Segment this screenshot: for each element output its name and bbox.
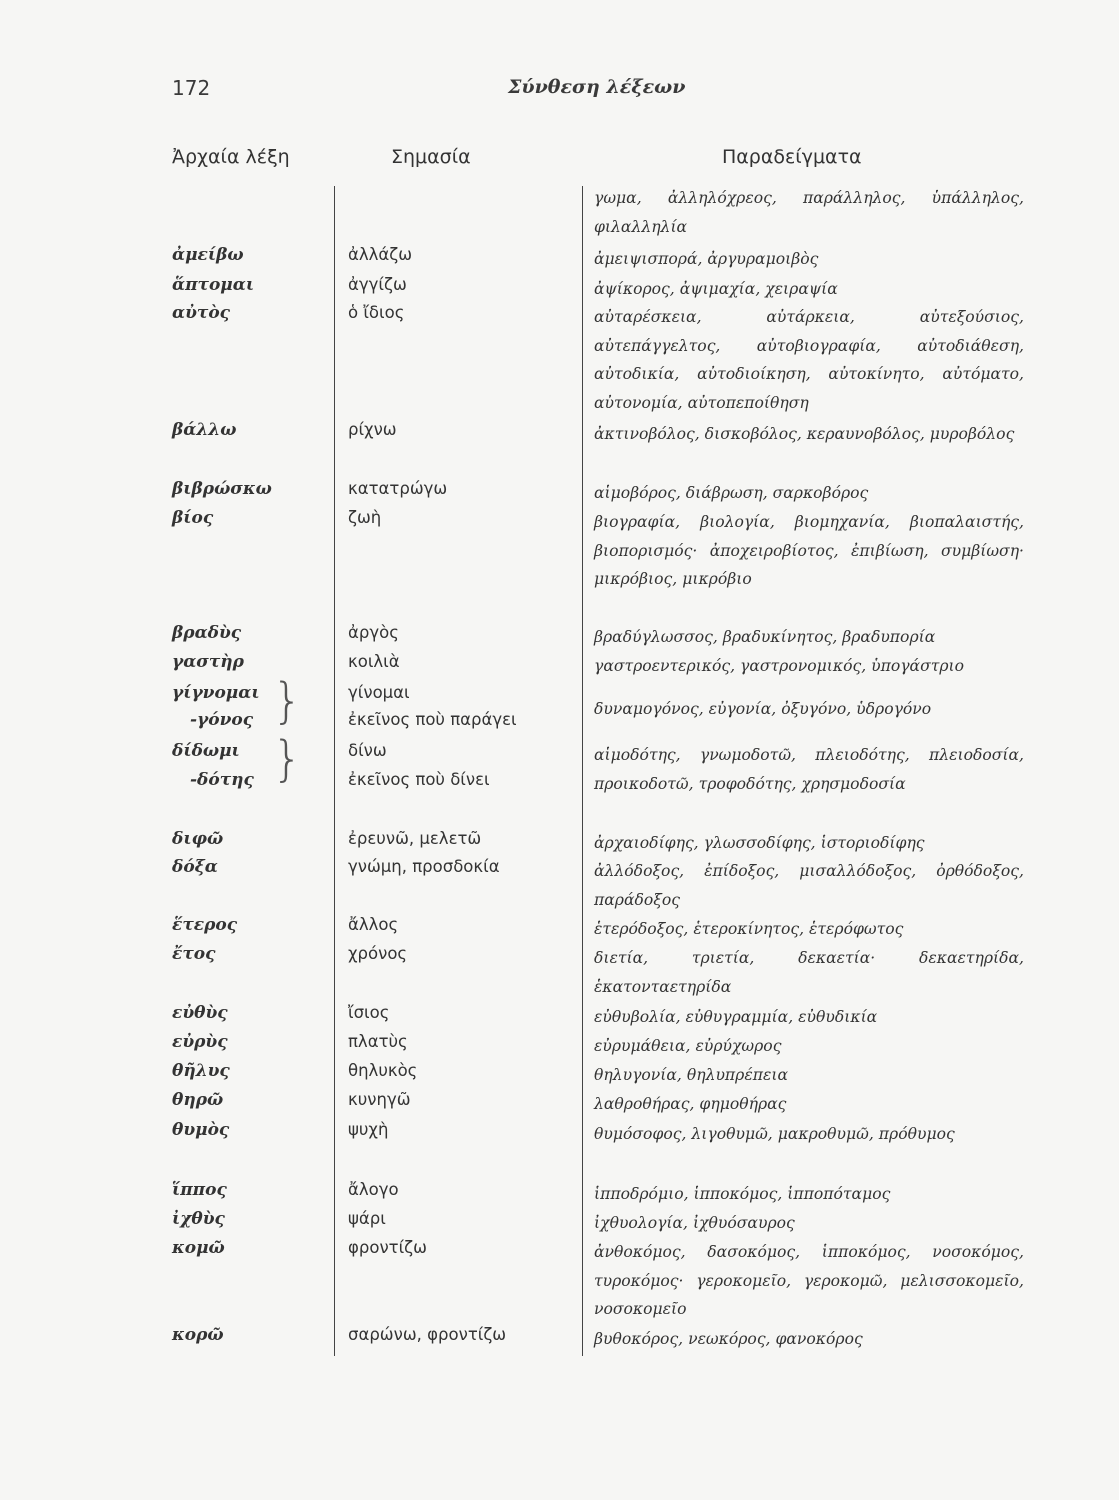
entry-meaning: ἐκεῖνος ποὺ δίνει [348,770,490,789]
entry-meaning: κοιλιὰ [348,652,400,671]
entry-meaning: ψυχὴ [348,1120,389,1139]
entry-word: δόξα [172,857,218,877]
entry-examples: ἀκτινοβόλος, δισκοβόλος, κεραυνοβόλος, μυροβόλος [594,425,1015,443]
entry-examples: θυμόσοφος, λιγοθυμῶ, μακροθυμῶ, πρόθυμος [594,1125,955,1143]
entry-word: ἔτος [172,944,216,964]
entry-word: βραδὺς [172,623,242,643]
entry-examples: ἀλλόδοξος, ἐπίδοξος, μισαλλόδοξος, ὀρθόδοξος, παράδοξος [594,862,1024,909]
entry-examples: λαθροθήρας, φημοθήρας [594,1095,787,1113]
entry-examples: ἀψίκορος, ἀψιμαχία, χειραψία [594,280,838,298]
entry-word: -δότης [190,770,254,790]
page-number: 172 [172,76,211,100]
entry-meaning: ἀργὸς [348,623,399,642]
entry-examples: αἱμοδότης, γνωμοδοτῶ, πλειοδότης, πλειοδοσία, προικοδοτῶ, τροφοδότης, χρησμοδοσία [594,746,1024,793]
entry-word: ἕτερος [172,915,238,935]
entry-meaning: σαρώνω, φροντίζω [348,1325,507,1344]
entry-word: διφῶ [172,829,224,849]
entry-meaning: ἀγγίζω [348,275,407,294]
entry-meaning: ζωὴ [348,508,382,527]
brace-icon: } [272,673,303,729]
entry-word: θυμὸς [172,1120,230,1140]
entry-meaning: φροντίζω [348,1238,427,1257]
entry-meaning: πλατὺς [348,1032,408,1051]
entry-word: -γόνος [190,710,254,730]
column-header-word: Ἀρχαία λέξη [172,146,290,168]
entry-examples: διετία, τριετία, δεκαετία· δεκαετηρίδα, ἑκατονταετηρίδα [594,949,1024,996]
column-header-meaning: Σημασία [391,146,471,168]
entry-meaning: γίνομαι [348,683,410,702]
entry-examples: ἀνθοκόμος, δασοκόμος, ἱπποκόμος, νοσοκόμος, τυροκόμος· γεροκομεῖο, γεροκομῶ, μελισσοκομεῖο, νοσοκομεῖο [594,1243,1024,1318]
entry-meaning: κατατρώγω [348,479,448,498]
entry-word: θηρῶ [172,1090,224,1110]
entry-meaning: κυνηγῶ [348,1090,411,1109]
entry-meaning: ἄλογο [348,1180,399,1199]
entry-examples: θηλυγονία, θηλυπρέπεια [594,1066,788,1084]
entry-word: βιβρώσκω [172,479,272,499]
entry-word: ἵππος [172,1180,227,1200]
continuation-examples: γωμα, ἀλληλόχρεος, παράλληλος, ὑπάλληλος, φιλαλληλία [594,189,1024,236]
entry-examples: βιογραφία, βιολογία, βιομηχανία, βιοπαλαιστής, βιοπορισμός· ἀποχειροβίοτος, ἐπιβίωση, συμβίωση· μικρόβιος, μικρόβιο [594,513,1024,588]
column-header-examples: Παραδείγματα [722,146,862,168]
entry-meaning: ἄλλος [348,915,399,934]
entry-word: θῆλυς [172,1061,230,1081]
entry-meaning: γνώμη, προσδοκία [348,857,500,876]
entry-meaning: θηλυκὸς [348,1061,418,1080]
entry-word: αὐτὸς [172,303,231,323]
entry-meaning: ἐρευνῶ, μελετῶ [348,829,482,848]
entry-word: ἰχθὺς [172,1209,225,1229]
entry-examples: αὐταρέσκεια, αὐτάρκεια, αὐτεξούσιος, αὐτεπάγγελτος, αὐτοβιογραφία, αὐτοδιάθεση, αὐτοδικία, αὐτοδιοίκηση, αὐτοκίνητο, αὐτόματο, αὐτονομία, αὐτοπεποίθηση [594,308,1024,412]
entry-word: ἀμείβω [172,245,244,265]
entry-examples: βραδύγλωσσος, βραδυκίνητος, βραδυπορία [594,628,936,646]
running-title: Σύνθεση λέξεων [508,76,686,98]
entry-examples: ἀμειψισπορά, ἀργυραμοιβὸς [594,250,819,268]
entry-meaning: χρόνος [348,944,408,963]
entry-word: εὐθὺς [172,1003,228,1023]
brace-icon: } [272,731,303,787]
entry-word: βίος [172,508,214,528]
entry-examples: ἰχθυολογία, ἰχθυόσαυρος [594,1214,795,1232]
entry-examples: εὐρυμάθεια, εὐρύχωρος [594,1037,782,1055]
column-rule-right [582,186,583,1356]
entry-word: εὐρὺς [172,1032,228,1052]
entry-examples: ἀρχαιοδίφης, γλωσσοδίφης, ἱστοριοδίφης [594,834,925,852]
entry-meaning: ἐκεῖνος ποὺ παράγει [348,710,517,729]
entry-examples: γαστροεντερικός, γαστρονομικός, ὑπογάστριο [594,657,965,675]
column-rule-left [334,186,335,1356]
entry-meaning: δίνω [348,741,387,760]
entry-examples: ἑτερόδοξος, ἑτεροκίνητος, ἑτερόφωτος [594,920,904,938]
entry-meaning: ψάρι [348,1209,386,1228]
entry-examples: αἱμοβόρος, διάβρωση, σαρκοβόρος [594,484,869,502]
entry-meaning: ὁ ἴδιος [348,303,405,322]
entry-meaning: ἀλλάζω [348,245,413,264]
entry-examples: εὐθυβολία, εὐθυγραμμία, εὐθυδικία [594,1008,878,1026]
entry-examples: βυθοκόρος, νεωκόρος, φανοκόρος [594,1330,863,1348]
entry-word: κορῶ [172,1325,224,1345]
entry-word: ἅπτομαι [172,275,255,295]
entry-meaning: ρίχνω [348,420,397,439]
entry-word: γαστὴρ [172,652,244,672]
entry-word: γίγνομαι [172,683,260,703]
entry-examples: ἱπποδρόμιο, ἱπποκόμος, ἱπποπόταμος [594,1185,891,1203]
entry-word: δίδωμι [172,741,240,761]
entry-meaning: ἴσιος [348,1003,390,1022]
entry-examples: δυναμογόνος, εὐγονία, ὀξυγόνο, ὑδρογόνο [594,700,932,718]
entry-word: κομῶ [172,1238,225,1258]
entry-word: βάλλω [172,420,237,440]
